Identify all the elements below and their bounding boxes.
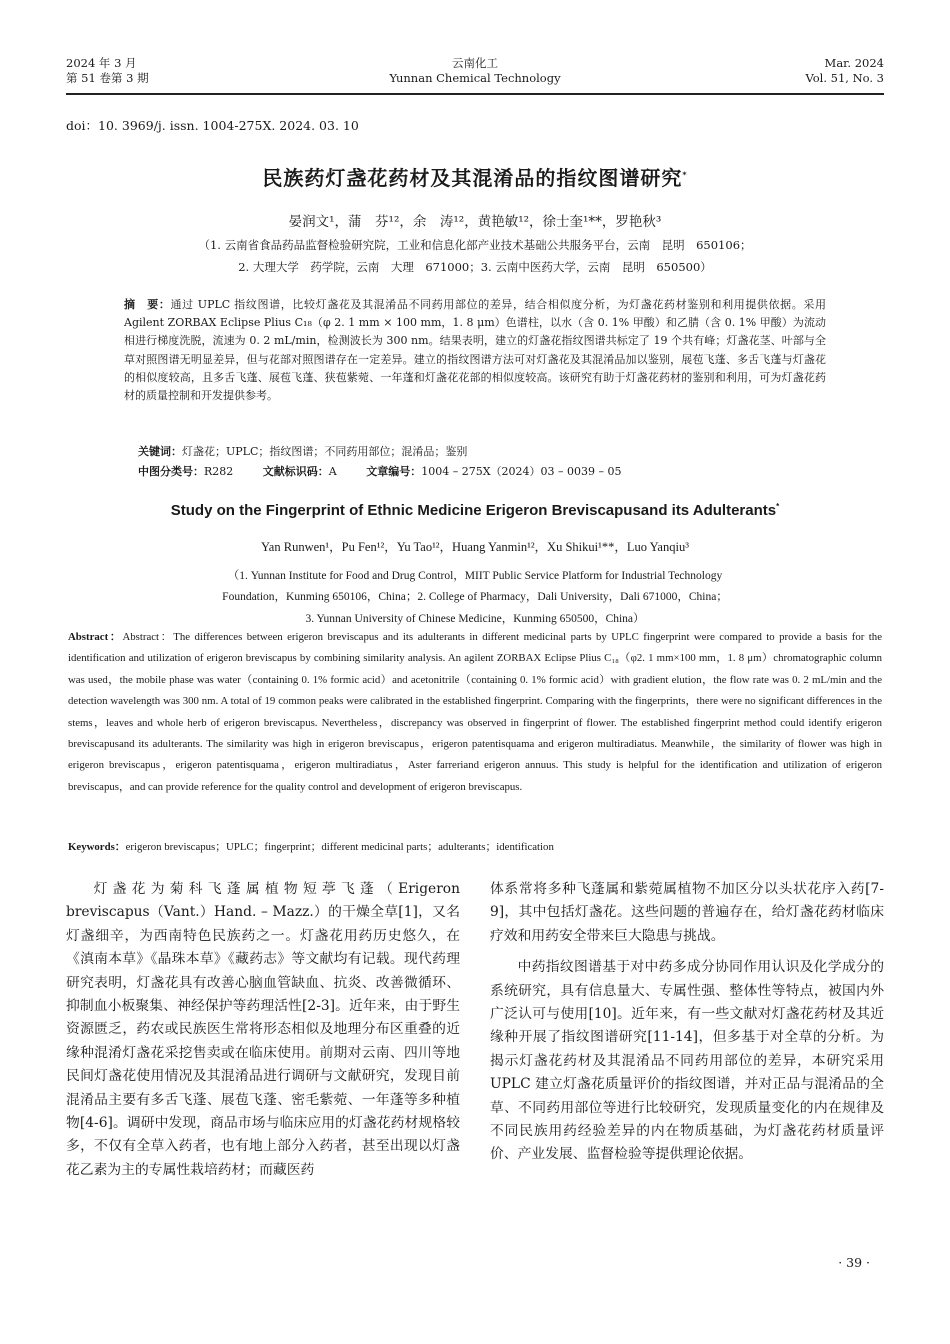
keywords-en	[68, 837, 882, 858]
keywords-en-label: Keywords：	[68, 841, 126, 853]
affiliation-en-line: Foundation，Kunming 650106，China；2. College of Pharmacy，Dali University，Dali 671000，China；	[222, 591, 728, 604]
body-paragraph: 灯盏花为菊科飞蓬属植物短葶飞蓬（Erigeron breviscapus（Vant.）Hand. – Mazz.）的干燥全草[1]，又名灯盏细辛，为西南特色民族药之一。灯盏花用药历史悠久，在《滇南本草》《晶珠本草》《藏药志》等文献均有记载。现代药理研究表明，灯盏花具有改善心脑血管缺血、抗炎、改善微循环、抑制血小板聚集、神经保护等药理活性[2-3]。近年来，由于野生资源匮乏，药农或民族医生常将形态相似及地理分布区重叠的近缘种混淆灯盏花采挖售卖或在临床使用。前期对云南、四川等地民间灯盏花使用情况及其混淆品进行调研与文献研究，发现目前混淆品主要有多舌飞蓬、展苞飞蓬、密毛紫菀、一年蓬等多种植物[4-6]。调研中发现，商品市场与临床应用的灯盏花药材规格较多，不仅有全草入药者，也有地上部分入药者，甚至出现以灯盏花乙素为主的专属性栽培药材；而藏医药	[66, 881, 460, 1178]
journal-name-cn: 云南化工	[452, 56, 498, 70]
affiliations-cn	[80, 234, 870, 278]
body-column-left	[66, 878, 460, 1182]
body-column-right	[490, 878, 884, 1167]
header-volume-cn: 第 51 卷第 3 期	[66, 71, 149, 85]
title-en-footnote-mark: *	[776, 502, 780, 511]
journal-name-en: Yunnan Chemical Technology	[389, 71, 561, 85]
affiliation-en-line: 3. Yunnan University of Chinese Medicine，Kunming 650500，China）	[305, 612, 645, 625]
affiliations-en	[80, 566, 870, 630]
title-en-text: Study on the Fingerprint of Ethnic Medicine Erigeron Breviscapusand its Adulterants	[170, 502, 777, 519]
body-paragraph: 中药指纹图谱基于对中药多成分协同作用认识及化学成分的系统研究，具有信息量大、专属性强、整体性等特点，被国内外广泛认可与使用[10]。近年来，有一些文献对灯盏花药材及其近缘种开展了指纹图谱研究[11-14]，但多基于对全草的分析。为揭示灯盏花药材及其混淆品不同药用部位的差异，本研究采用 UPLC 建立灯盏花质量评价的指纹图谱，并对正品与混淆品的全草、不同药用部位等进行比较研究，发现质量变化的内在规律及不同民族用药经验差异的内在物质基础，为灯盏花药材质量评价、产业发展、监督检验等提供理论依据。	[490, 959, 884, 1163]
body-paragraph: 体系常将多种飞蓬属和紫菀属植物不加区分以头状花序入药[7-9]，其中包括灯盏花。这些问题的普遍存在，给灯盏花药材临床疗效和用药安全带来巨大隐患与挑战。	[490, 881, 884, 944]
article-number-value: 1004 – 275X（2024）03 – 0039 – 05	[421, 465, 622, 478]
header-date-en: Mar. 2024	[824, 56, 884, 70]
abstract-en	[68, 627, 882, 798]
header-issue-en	[805, 56, 884, 86]
keywords-cn	[138, 443, 826, 461]
title-en	[0, 502, 950, 519]
classification-line	[138, 463, 826, 481]
clc-value: R282	[204, 465, 234, 478]
doc-code-value: A	[328, 465, 337, 478]
page-number: · 39 ·	[838, 1255, 870, 1270]
doc-code-label: 文献标识码：	[262, 465, 329, 478]
authors-en: Yan Runwen¹，Pu Fen¹²，Yu Tao¹²，Huang Yanmin¹²，Xu Shikui¹**，Luo Yanqiu³	[261, 540, 689, 554]
header-date-cn: 2024 年 3 月	[66, 56, 137, 70]
keywords-en-text: erigeron breviscapus；UPLC；fingerprint；different medicinal parts；adulterants；identification	[125, 841, 554, 853]
title-cn-footnote-mark: *	[682, 170, 688, 180]
title-cn-text: 民族药灯盏花药材及其混淆品的指纹图谱研究	[262, 166, 683, 190]
article-number-label: 文章编号：	[366, 465, 422, 478]
abstract-en-text: Abstract：The differences between erigeron breviscapus and its adulterants in different medicinal parts by UPLC fingerprint were compared to provide a basis for the identification and utilization of erigeron breviscapus by combining similarity analysis. An agilent ZORBAX Eclipse Plius C₁₈（φ2. 1 mm×100 mm，1. 8 μm）chromatographic column was used，the mobile phase was water（containing 0. 1% formic acid）and acetonitrile（containing 0. 1% formic acid）with gradient elution，the flow rate was 0. 2 mL/min and the detection wavelength was 300 nm. A total of 19 common peaks were calibrated in the established fingerprint. Comparing with the fingerprints，there were no significant differences in the stems，leaves and whole herb of erigeron breviscapus. Nevertheless，discrepancy was observed in fingerprint of flower. The established fingerprint method could identify erigeron breviscapusand its adulterants. The similarity was high in erigeron breviscapus，erigeron patentisquama and erigeron multiradiatus. Meanwhile，the similarity of flower was high in erigeron breviscapus，erigeron patentisquama，erigeron multiradiatus，Aster farreriand erigeron annuus. This study is helpful for the identification and utilization of erigeron breviscapus，and can provide reference for the quality control and development of erigeron breviscapus.	[68, 631, 882, 793]
affiliation-en-line: （1. Yunnan Institute for Food and Drug Control，MIIT Public Service Platform for Industrial Technology	[227, 570, 723, 582]
abstract-cn	[124, 296, 826, 405]
affiliation-cn-line: 2. 大理大学 药学院，云南 大理 671000；3. 云南中医药大学，云南 昆明 650500）	[238, 260, 712, 274]
abstract-en-label: Abstract：	[68, 631, 123, 643]
abstract-cn-text: 通过 UPLC 指纹图谱，比较灯盏花及其混淆品不同药用部位的差异，结合相似度分析，为灯盏花药材鉴别和利用提供依据。采用 Agilent ZORBAX Eclipse Plius C₁₈（φ 2. 1 mm × 100 mm，1. 8 μm）色谱柱，以水（含 0. 1% 甲酸）和乙腈（含 0. 1% 甲酸）为流动相进行梯度洗脱，流速为 0. 2 mL/min，检测波长为 300 nm。结果表明，建立的灯盏花指纹图谱共标定了 19 个共有峰；灯盏花茎、叶部与全草对照图谱无明显差异，但与花部对照图谱存在一定差异。建立的指纹图谱方法可对灯盏花及其混淆品加以鉴别，展苞飞蓬、多舌飞蓬与灯盏花的相似度较高，且多舌飞蓬、展苞飞蓬、狭苞紫菀、一年蓬和灯盏花花部的相似度较高。该研究有助于灯盏花药材的鉴别和利用，可为灯盏花药材的质量控制和开发提供参考。	[124, 298, 827, 403]
header-rule	[66, 93, 884, 95]
title-cn	[0, 162, 950, 191]
clc-label: 中图分类号：	[138, 465, 204, 478]
header-volume-en: Vol. 51, No. 3	[805, 71, 884, 85]
doi[interactable]: doi：10. 3969/j. issn. 1004-275X. 2024. 03. 10	[66, 118, 359, 133]
affiliation-cn-line: （1. 云南省食品药品监督检验研究院，工业和信息化部产业技术基础公共服务平台，云南 昆明 650106；	[198, 238, 752, 252]
keywords-cn-label: 关键词：	[138, 445, 182, 458]
running-header	[66, 56, 884, 92]
abstract-cn-label: 摘 要：	[124, 298, 171, 311]
header-journal	[66, 56, 884, 86]
authors-cn: 晏润文¹，蒲 芬¹²，余 涛¹²，黄艳敏¹²，徐士奎¹**，罗艳秋³	[288, 214, 662, 230]
keywords-cn-text: 灯盏花；UPLC；指纹图谱；不同药用部位；混淆品；鉴别	[182, 445, 468, 458]
